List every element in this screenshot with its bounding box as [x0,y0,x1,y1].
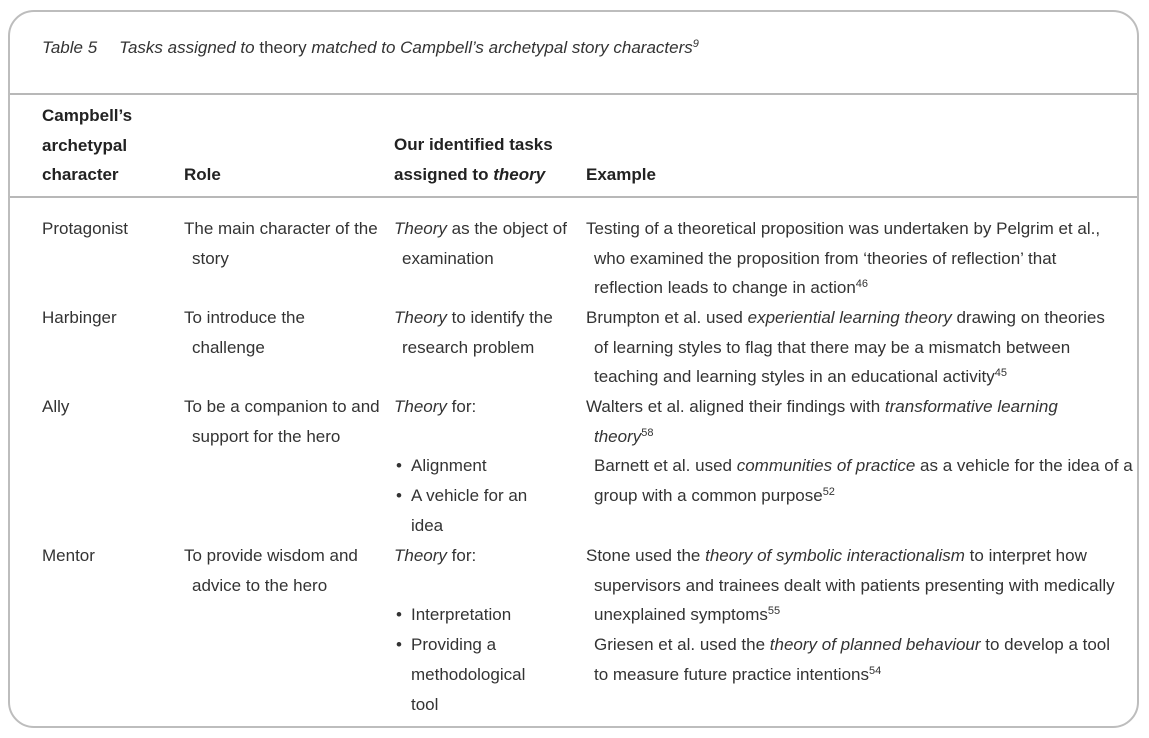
row-mentor-character: Mentor [42,546,95,565]
row-mentor-bullets [394,600,574,719]
row-ally-example: Walters et al. aligned their findings with transformative learning theory$^{58}$ Barnett et al. used communities of practice as a vehicle for the idea of a group with a common purpose$^{52}$ [586,397,1133,506]
list-item: • Interpretation [394,600,574,630]
row-harbinger-example: Brumpton et al. used experiential learning theory drawing on theories of learning styles to flag that there may be a mismatch between teaching and learning styles in an educational activity$^{45}$ [586,308,1105,387]
row-ally-task: Theory for: • Alignment • A vehicle for an idea [394,392,574,541]
caption-ref: 9 [692,38,699,50]
header-rule [10,196,1137,198]
table-caption [42,38,699,58]
caption-text-pre: Tasks assigned to [119,38,255,57]
row-protagonist-character: Protagonist [42,219,128,238]
top-rule [10,93,1137,95]
table-number: Table 5 [42,38,98,57]
row-protagonist-role: The main character of the story [184,219,378,268]
header-character: Campbell’s archetypal character [42,106,133,185]
row-ally-role: To be a companion to and support for the hero [184,397,380,446]
header-example: Example [586,165,656,184]
row-mentor-role: To provide wisdom and advice to the hero [184,546,358,595]
row-protagonist-task: Theory as the object of examination [394,219,567,268]
list-item: • Alignment [394,451,574,481]
row-ally-character: Ally [42,397,70,416]
row-mentor-task: Theory for: • Interpretation • Providing a methodological tool [394,541,574,719]
header-tasks: Our identified tasks assigned to theory [394,135,553,184]
list-item: • A vehicle for an idea [394,481,551,540]
caption-text-post: matched to Campbell’s archetypal story characters [311,38,693,57]
row-harbinger-character: Harbinger [42,308,117,327]
row-harbinger-task: Theory to identify the research problem [394,308,553,357]
row-ally-bullets [394,451,574,540]
row-harbinger-role: To introduce the challenge [184,308,305,357]
row-protagonist-example: Testing of a theoretical proposition was undertaken by Pelgrim et al., who examined the proposition from ‘theories of reflection’ that reflection leads to change in action$^{46}$ [586,219,1101,298]
list-item: • Providing a methodological tool [394,630,541,719]
row-mentor-example: Stone used the theory of symbolic interactionalism to interpret how supervisors and trainees dealt with patients presenting with medically unexplained symptoms$^{55}$ Griesen et al. used the theory of planned behaviour to develop a tool to measure future practice intentions$^{54}$ [586,546,1115,684]
table-frame [8,10,1139,728]
caption-theory-word: theory [259,38,307,57]
header-role: Role [184,165,221,184]
